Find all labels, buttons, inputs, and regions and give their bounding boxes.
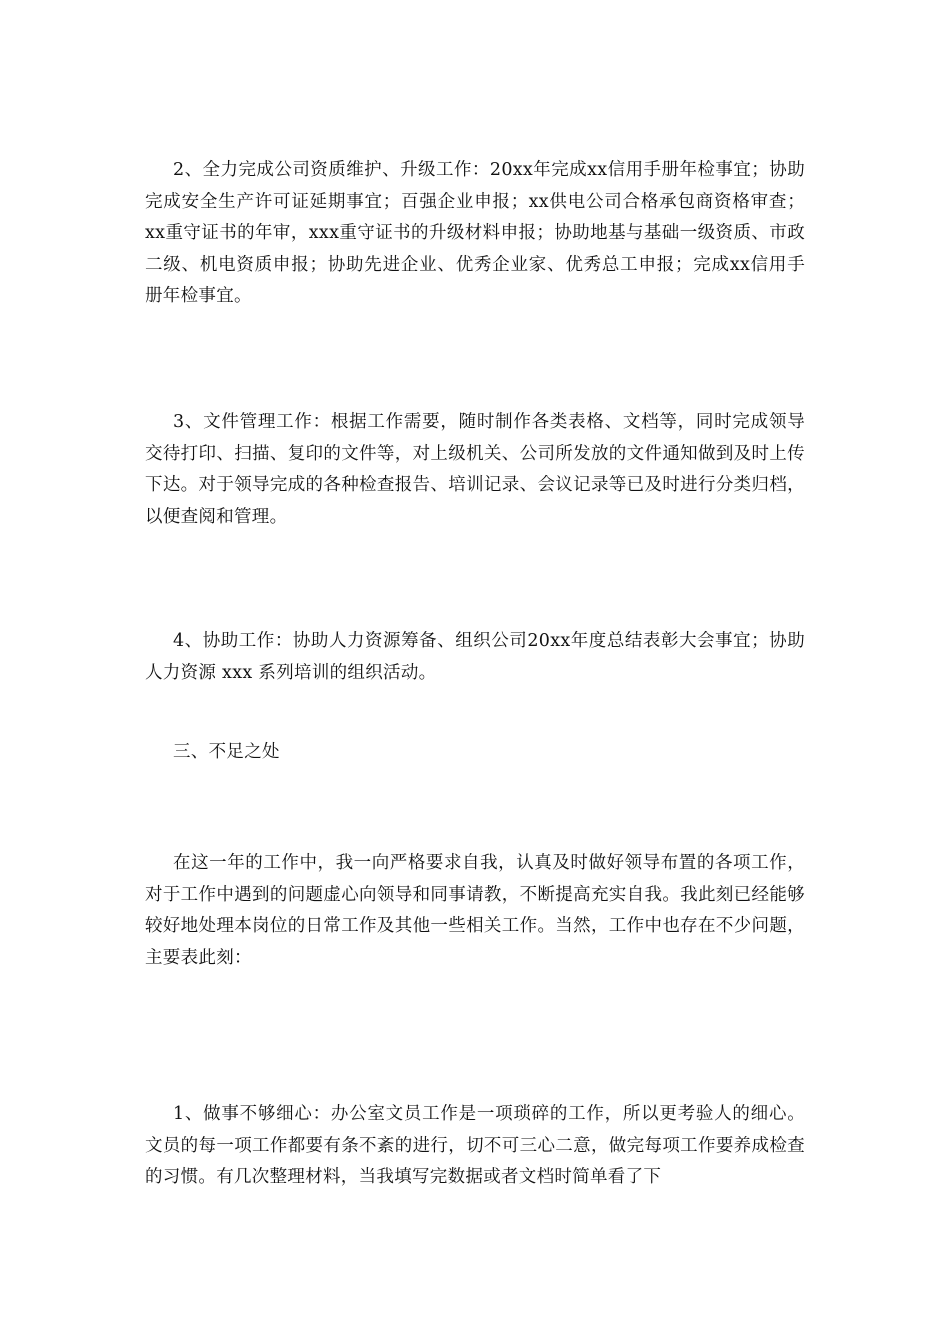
paragraph-file-management: 3、文件管理工作：根据工作需要，随时制作各类表格、文档等，同时完成领导交待打印、扫描、复印的文件等，对上级机关、公司所发放的文件通知做到及时上传下达。对于领导完成的各种检查报告、培训记录、会议记录等已及时进行分类归档，以便查阅和管理。 [145, 412, 805, 527]
paragraph-qualification-work: 2、全力完成公司资质维护、升级工作：20xx年完成xx信用手册年检事宜；协助完成安全生产许可证延期事宜；百强企业申报；xx供电公司合格承包商资格审查；xx重守证书的年审，xxx重守证书的升级材料申报；协助地基与基础一级资质、市政二级、机电资质申报；协助先进企业、优秀企业家、优秀总工申报；完成xx信用手册年检事宜。 [145, 160, 805, 306]
paragraph-year-summary: 在这一年的工作中，我一向严格要求自我，认真及时做好领导布置的各项工作，对于工作中遇到的问题虚心向领导和同事请教，不断提高充实自我。我此刻已经能够较好地处理本岗位的日常工作及其他一些相关工作。当然，工作中也存在不少问题，主要表此刻： [145, 853, 805, 968]
paragraph-attention-to-detail: 1、做事不够细心：办公室文员工作是一项琐碎的工作，所以更考验人的细心。文员的每一项工作都要有条不紊的进行，切不可三心二意，做完每项工作要养成检查的习惯。有几次整理材料，当我填写完数据或者文档时简单看了下 [145, 1104, 805, 1187]
section-heading-shortcomings: 三、不足之处 [173, 742, 280, 762]
paragraph-assistance-work: 4、协助工作：协助人力资源筹备、组织公司20xx年度总结表彰大会事宜；协助人力资源 xxx 系列培训的组织活动。 [145, 631, 805, 683]
